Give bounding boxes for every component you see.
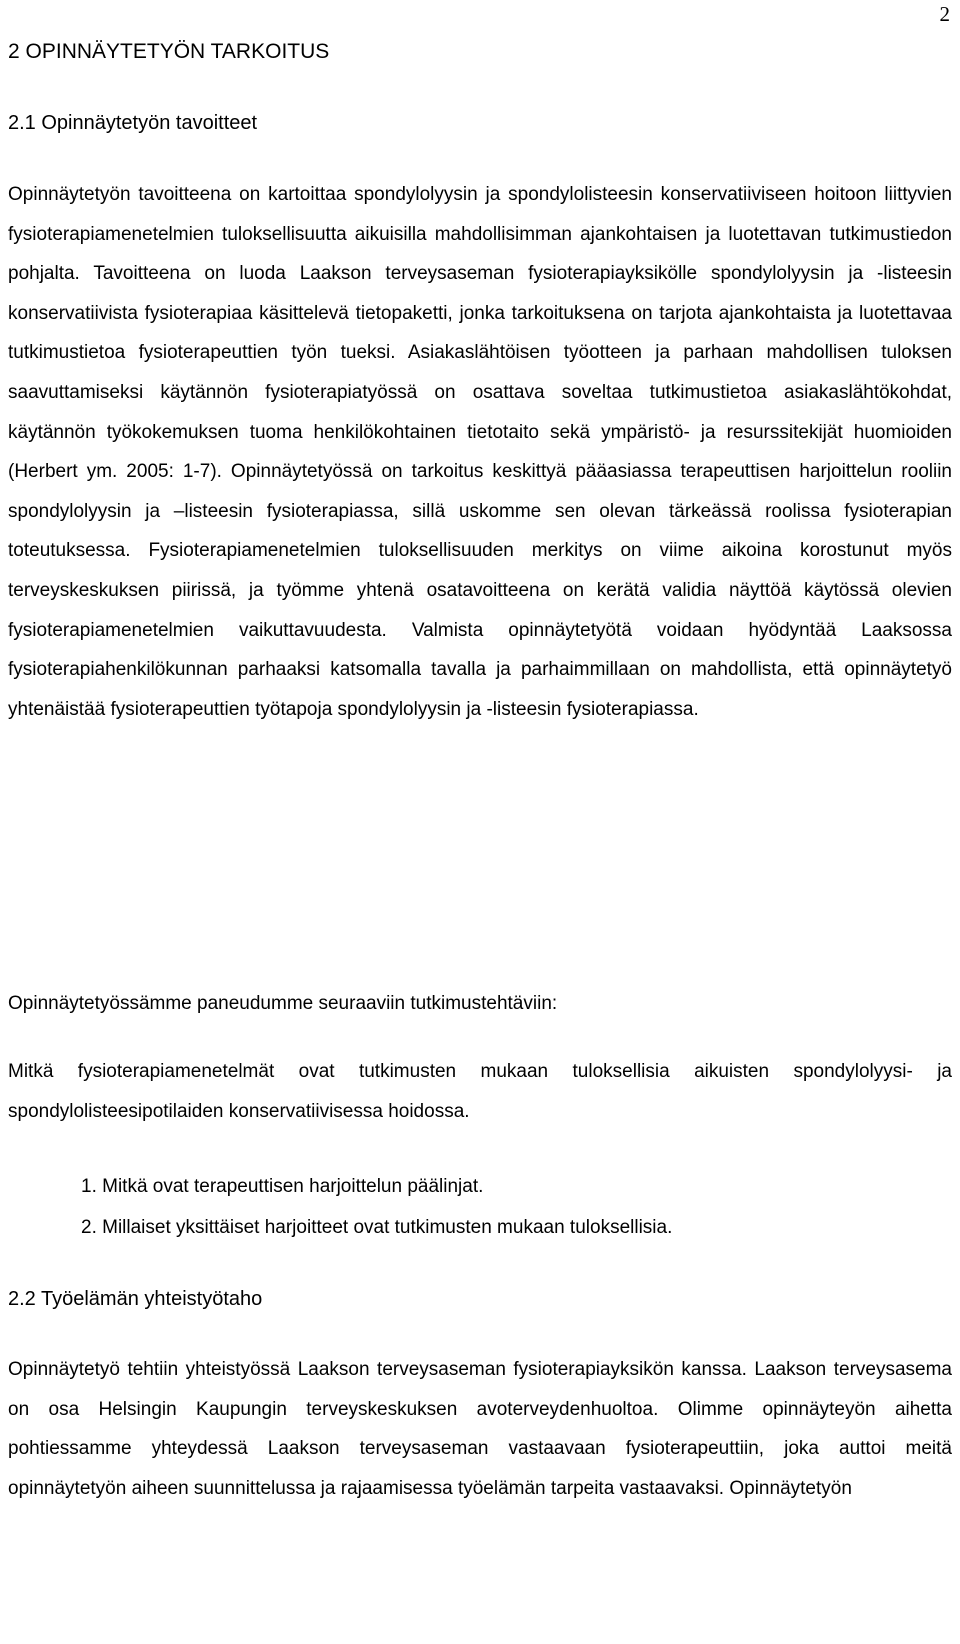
section-heading-2-1: 2.1 Opinnäytetyön tavoitteet [8, 112, 258, 134]
research-subquestion-1: 1. Mitkä ovat terapeuttisen harjoittelun päälinjat. [81, 1176, 484, 1197]
objectives-paragraph: Opinnäytetyön tavoitteena on kartoittaa spondylolyysin ja spondylolisteesin konservatiiviseen hoitoon liittyvien fysioterapiamenetelmien tuloksellisuutta aikuisilla mahdollisimman ajankohtaisen ja luotettavan tutkimustiedon pohjalta. Tavoitteena on luoda Laakson terveysaseman fysioterapiayksikölle spondylolyysin ja -listeesin konservatiivista fysioterapiaa käsittelevä tietopaketti, jonka tarkoituksena on tarjota ajankohtaista ja luotettavaa tutkimustietoa fysioterapeuttien työn tueksi. Asiakaslähtöisen työotteen ja parhaan mahdollisen tuloksen saavuttamiseksi käytännön fysioterapiatyössä on osattava soveltaa tutkimustietoa asiakaslähtökohdat, käytännön työkokemuksen tuoma henkilökohtainen tietotaito sekä ympäristö- ja resurssitekijät huomioiden (Herbert ym. 2005: 1-7). Opinnäytetyössä on tarkoitus keskittyä pääasiassa terapeuttisen harjoittelun rooliin spondylolyysin ja –listeesin fysioterapiassa, sillä uskomme sen olevan tärkeässä roolissa fysioterapian toteutuksessa. Fysioterapiamenetelmien tuloksellisuuden merkitys on viime aikoina korostunut myös terveyskeskuksen piirissä, ja työmme yhtenä osatavoitteena on kerätä validia näyttöä käytössä olevien fysioterapiamenetelmien vaikuttavuudesta. Valmista opinnäytetyötä voidaan hyödyntää Laaksossa fysioterapiahenkilökunnan parhaaksi katsomalla tavalla ja parhaimmillaan on mahdollista, että opinnäytetyö yhtenäistää fysioterapeuttien työtapoja spondylolyysin ja -listeesin fysioterapiassa. [8, 184, 952, 720]
research-subquestion-2: 2. Millaiset yksittäiset harjoitteet ovat tutkimusten mukaan tuloksellisia. [81, 1217, 673, 1238]
chapter-heading: 2 OPINNÄYTETYÖN TARKOITUS [8, 40, 330, 63]
section-heading-2-2: 2.2 Työelämän yhteistyötaho [8, 1288, 263, 1310]
main-research-question: Mitkä fysioterapiamenetelmät ovat tutkimusten mukaan tuloksellisia aikuisten spondylolyysi- ja spondylolisteesipotilaiden konservatiivisessa hoidossa. [8, 1061, 952, 1122]
page-number: 2 [939, 2, 950, 26]
research-tasks-intro: Opinnäytetyössämme paneudumme seuraaviin tutkimustehtäviin: [8, 993, 558, 1014]
collaboration-paragraph: Opinnäytetyö tehtiin yhteistyössä Laakson terveysaseman fysioterapiayksikön kanssa. Laakson terveysasema on osa Helsingin Kaupungin terveyskeskuksen avoterveydenhuoltoa. Olimme opinnäyteyön aihetta pohtiessamme yhteydessä Laakson terveysaseman vastaavaan fysioterapeuttiin, joka auttoi meitä opinnäytetyön aiheen suunnittelussa ja rajaamisessa työelämän tarpeita vastaavaksi. Opinnäytetyön [8, 1359, 952, 1499]
